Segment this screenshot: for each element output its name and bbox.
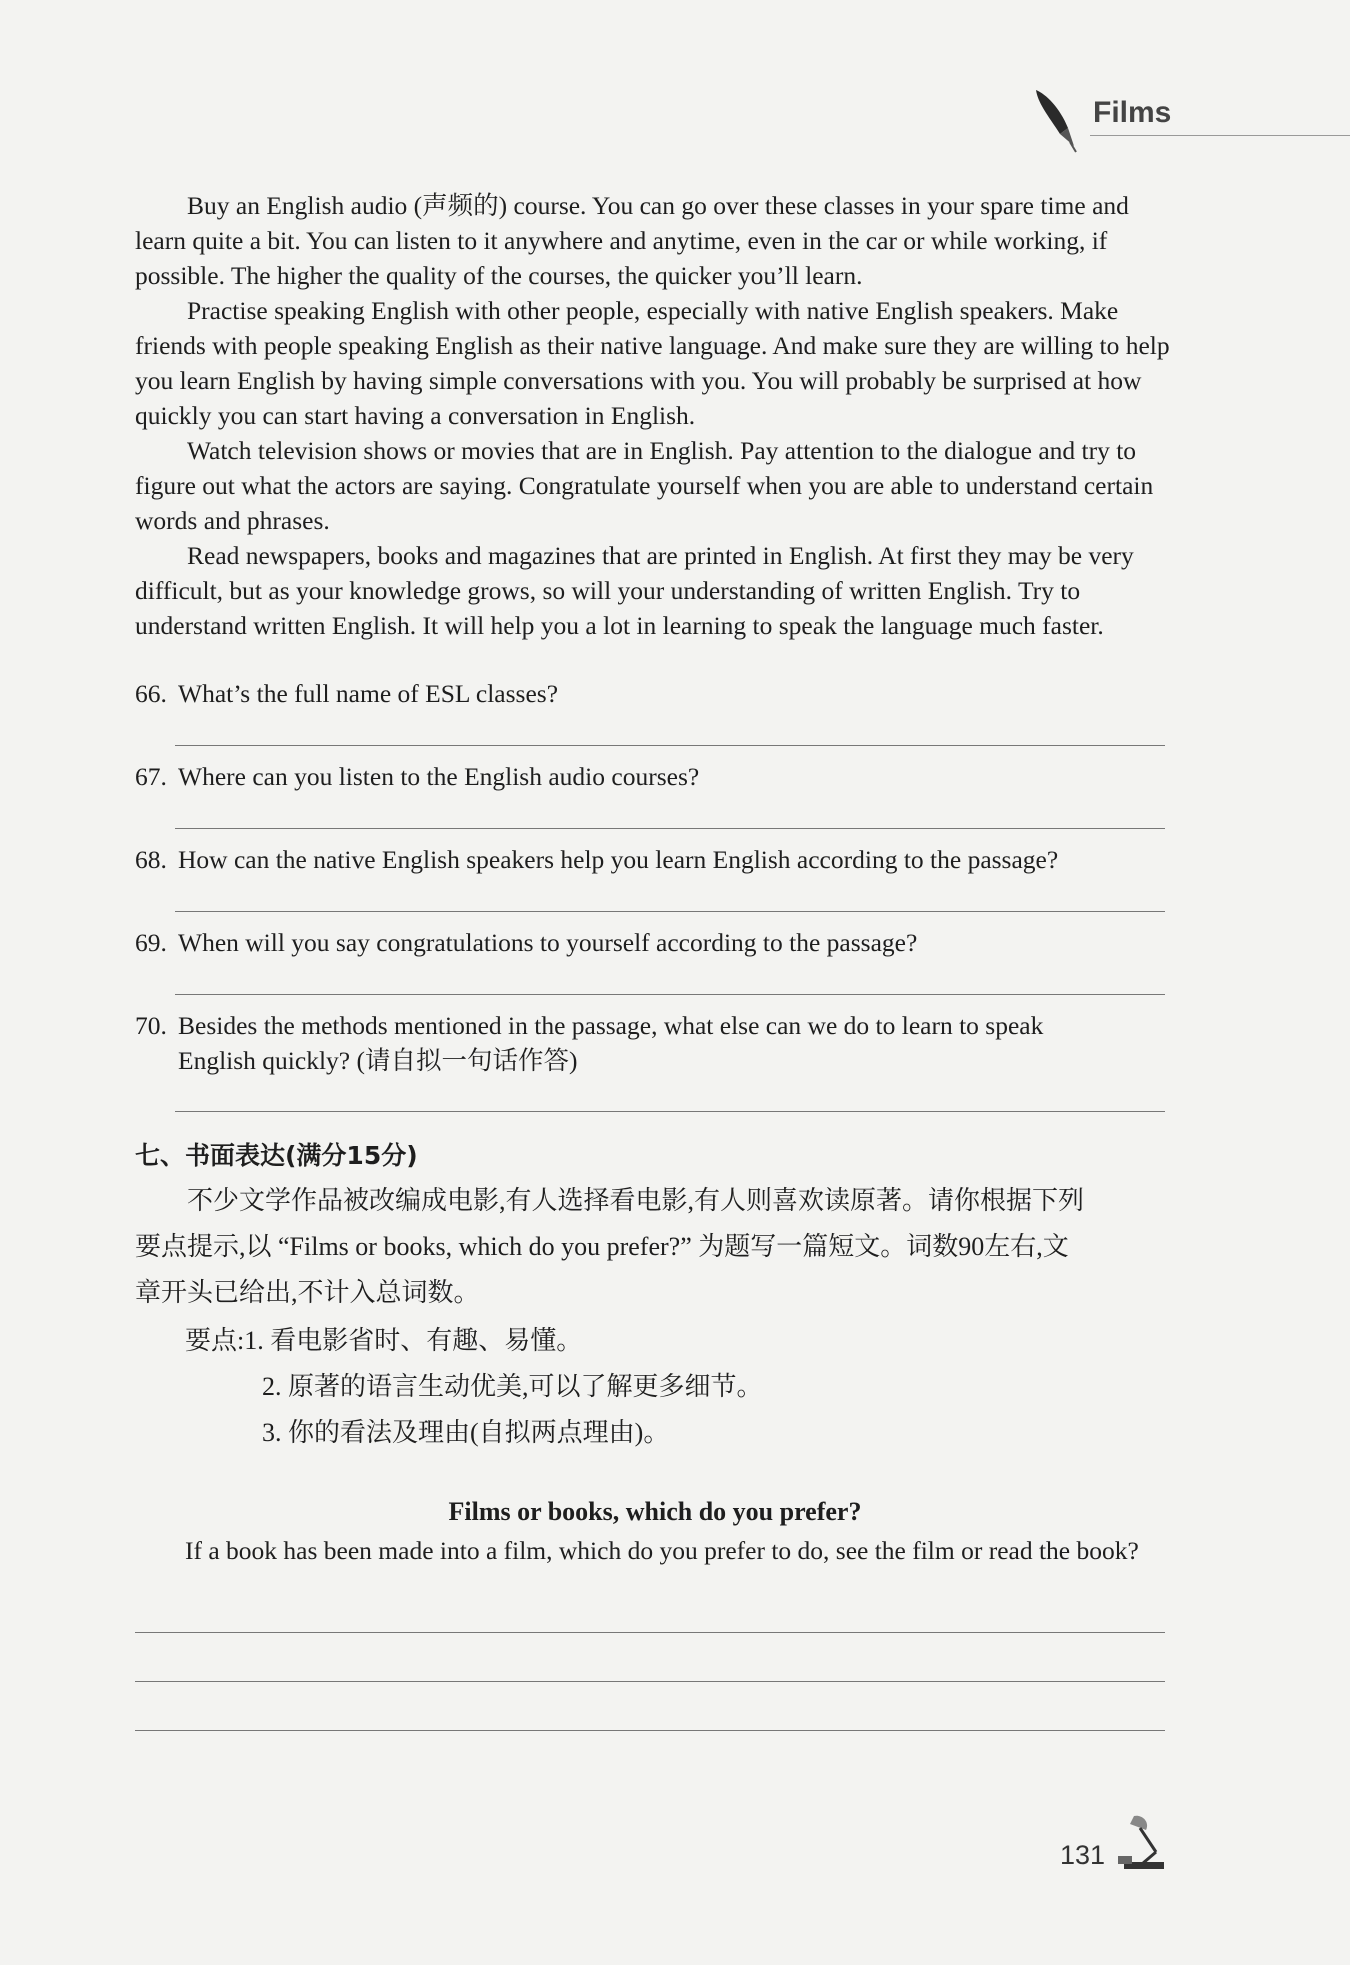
question-text: How can the native English speakers help you learn English according to the passage? bbox=[178, 845, 1059, 874]
reading-passage bbox=[135, 188, 1175, 643]
writing-instructions bbox=[135, 1178, 1175, 1316]
answer-line-66[interactable] bbox=[175, 745, 1165, 746]
paragraph-practise-speaking: Practise speaking English with other people, especially with native English speakers. Make friends with people speaking English as their native language. And make sure they are willing to help you learn English by having simple conversations with you. You will probably be surprised at how quickly you can start having a conversation in English. bbox=[135, 296, 1170, 430]
pen-nib-icon bbox=[1030, 88, 1080, 154]
question-text: When will you say congratulations to yourself according to the passage? bbox=[178, 928, 918, 957]
question-text-continued: English quickly? (请自拟一句话作答) bbox=[178, 1046, 578, 1075]
point-2: 2. 原著的语言生动优美,可以了解更多细节。 bbox=[262, 1372, 763, 1401]
points-label: 要点: bbox=[185, 1326, 245, 1355]
paragraph-read-newspapers: Read newspapers, books and magazines that are printed in English. At first they may be very difficult, but as your knowledge grows, so will your understanding of written English. Try to understand written English. It will help you a lot in learning to speak the language much faster. bbox=[135, 541, 1134, 640]
point-3: 3. 你的看法及理由(自拟两点理由)。 bbox=[262, 1418, 670, 1447]
answer-line-68[interactable] bbox=[175, 911, 1165, 912]
essay-intro bbox=[135, 1533, 1175, 1568]
answer-line-67[interactable] bbox=[175, 828, 1165, 829]
desk-lamp-icon bbox=[1112, 1812, 1170, 1872]
instruction-line: 章开头已给出,不计入总词数。 bbox=[135, 1278, 480, 1307]
writing-line-2[interactable] bbox=[135, 1681, 1165, 1682]
question-66: 66. What’s the full name of ESL classes? bbox=[135, 679, 559, 708]
point-1: 1. 看电影省时、有趣、易懂。 bbox=[244, 1326, 583, 1355]
paragraph-watch-television: Watch television shows or movies that are in English. Pay attention to the dialogue and try to figure out what the actors are saying. Congratulate yourself when you are able to understand certain words and phrases. bbox=[135, 436, 1154, 535]
question-text: What’s the full name of ESL classes? bbox=[178, 679, 559, 708]
question-text: Where can you listen to the English audio courses? bbox=[178, 762, 700, 791]
instruction-line: 要点提示,以 “Films or books, which do you prefer?” 为题写一篇短文。词数90左右,文 bbox=[135, 1232, 1069, 1261]
question-68: 68. How can the native English speakers help you learn English according to the passage? bbox=[135, 845, 1059, 874]
section-heading: 七、书面表达(满分15分) bbox=[135, 1141, 418, 1170]
writing-points bbox=[185, 1318, 763, 1456]
instruction-line: 不少文学作品被改编成电影,有人选择看电影,有人则喜欢读原著。请你根据下列 bbox=[187, 1186, 1085, 1215]
header-title: Films bbox=[1093, 96, 1172, 129]
writing-line-3[interactable] bbox=[135, 1730, 1165, 1731]
question-text: Besides the methods mentioned in the passage, what else can we do to learn to speak bbox=[178, 1011, 1044, 1040]
essay-intro-text: If a book has been made into a film, which do you prefer to do, see the film or read the book? bbox=[185, 1536, 1139, 1565]
answer-line-69[interactable] bbox=[175, 994, 1165, 995]
question-69: 69. When will you say congratulations to yourself according to the passage? bbox=[135, 928, 918, 957]
question-67: 67. Where can you listen to the English audio courses? bbox=[135, 762, 700, 791]
header-rule bbox=[1090, 135, 1350, 136]
writing-line-1[interactable] bbox=[135, 1632, 1165, 1633]
page-header bbox=[1030, 88, 1330, 158]
essay-title: Films or books, which do you prefer? bbox=[448, 1497, 862, 1526]
question-70: 70. Besides the methods mentioned in the passage, what else can we do to learn to speak English quickly? (请自拟一句话作答) bbox=[135, 1008, 1185, 1078]
paragraph-audio-course: Buy an English audio (声频的) course. You can go over these classes in your spare time and learn quite a bit. You can listen to it anywhere and anytime, even in the car or while working, if possible. The higher the quality of the courses, the quicker you’ll learn. bbox=[135, 191, 1129, 290]
page-number: 131 bbox=[1060, 1840, 1106, 1870]
answer-line-70[interactable] bbox=[175, 1111, 1165, 1112]
